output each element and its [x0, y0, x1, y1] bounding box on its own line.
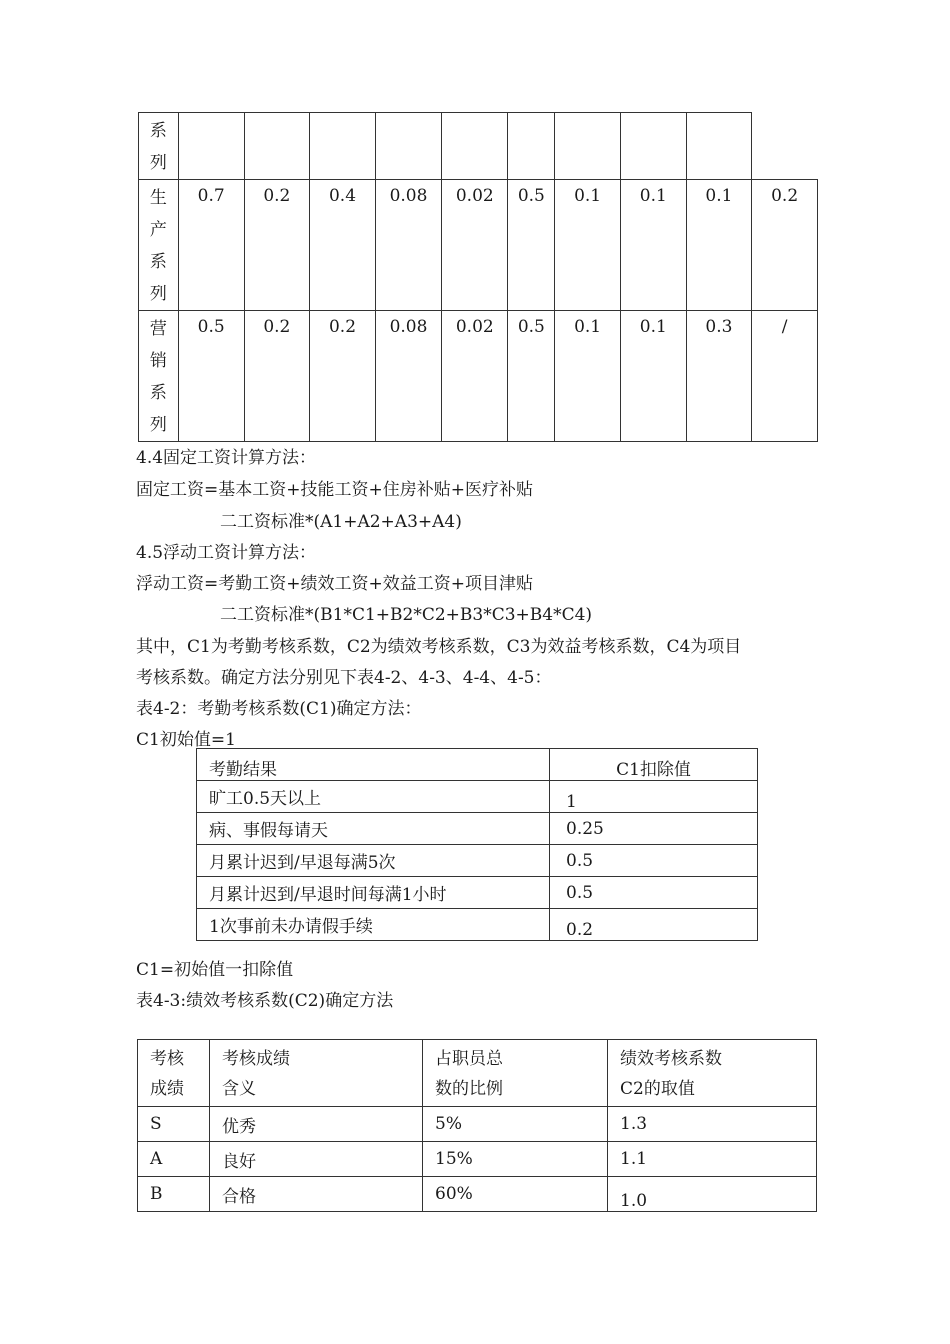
row-label: 生产系列	[139, 180, 179, 311]
performance-table	[137, 1039, 817, 1212]
c1-initial-value: C1初始值=1	[136, 730, 236, 750]
table-cell	[686, 113, 752, 180]
table-cell: 1.3	[608, 1107, 817, 1142]
table-cell: 0.2	[550, 909, 758, 941]
row-label: 系列	[139, 113, 179, 180]
table-row	[138, 1177, 817, 1212]
table-cell: 0.08	[375, 311, 441, 442]
column-header: 占职员总 数的比例	[423, 1040, 608, 1107]
table-row	[139, 311, 818, 442]
table-header-row	[138, 1040, 817, 1107]
table-cell: 月累计迟到/早退时间每满1小时	[197, 877, 550, 909]
table-4-3-title: 表4-3:绩效考核系数(C2)确定方法	[136, 991, 394, 1011]
table-cell: 1.0	[608, 1177, 817, 1212]
table-row	[197, 909, 758, 941]
column-header: 考核成绩 含义	[210, 1040, 423, 1107]
table-cell: 0.1	[555, 311, 621, 442]
column-header: 考勤结果	[197, 749, 550, 781]
table-header-row	[197, 749, 758, 781]
row-label: 营销系列	[139, 311, 179, 442]
table-cell: 良好	[210, 1142, 423, 1177]
paragraph-line: 考核系数。确定方法分别见下表4-2、4-3、4-4、4-5：	[136, 668, 552, 688]
table-row	[138, 1142, 817, 1177]
table-cell: 1	[550, 781, 758, 813]
column-header: 绩效考核系数 C2的取值	[608, 1040, 817, 1107]
table-cell: 15%	[423, 1142, 608, 1177]
table-cell	[310, 113, 376, 180]
table-cell: 0.5	[550, 845, 758, 877]
table-cell: 0.5	[508, 180, 555, 311]
table-cell: 0.2	[752, 180, 818, 311]
table-cell: /	[752, 311, 818, 442]
table-cell: 0.1	[620, 180, 686, 311]
table-cell: 0.1	[555, 180, 621, 311]
table-row	[138, 1107, 817, 1142]
table-4-2-title: 表4-2：考勤考核系数(C1)确定方法：	[136, 699, 422, 719]
table-cell	[620, 113, 686, 180]
table-cell: 优秀	[210, 1107, 423, 1142]
table-cell: 0.3	[686, 311, 752, 442]
table-cell: 0.5	[178, 311, 244, 442]
table-cell: 0.02	[442, 311, 508, 442]
column-header: 考核 成绩	[138, 1040, 210, 1107]
column-header: C1扣除值	[550, 749, 758, 781]
c1-formula: C1=初始值一扣除值	[136, 960, 294, 980]
table-cell: A	[138, 1142, 210, 1177]
table-cell: 合格	[210, 1177, 423, 1212]
fixed-wage-formula: 固定工资=基本工资+技能工资+住房补贴+医疗补贴	[136, 480, 533, 500]
table-cell: 月累计迟到/早退每满5次	[197, 845, 550, 877]
coefficient-table	[138, 112, 818, 442]
table-cell	[178, 113, 244, 180]
table-cell: 1.1	[608, 1142, 817, 1177]
table-cell: 0.2	[244, 180, 310, 311]
paragraph-line: 其中，C1为考勤考核系数，C2为绩效考核系数，C3为效益考核系数，C4为项目	[136, 637, 742, 657]
table-cell: 旷工0.5天以上	[197, 781, 550, 813]
table-cell: S	[138, 1107, 210, 1142]
float-wage-formula-2: 二工资标准*(B1*C1+B2*C2+B3*C3+B4*C4)	[220, 605, 593, 625]
table-cell: 0.7	[178, 180, 244, 311]
table-cell: 1次事前未办请假手续	[197, 909, 550, 941]
table-cell: 5%	[423, 1107, 608, 1142]
table-cell: 0.4	[310, 180, 376, 311]
table-row	[197, 845, 758, 877]
table-cell: 0.5	[508, 311, 555, 442]
table-row	[139, 113, 818, 180]
table-cell: 0.5	[550, 877, 758, 909]
table-cell: 0.1	[620, 311, 686, 442]
table-cell	[508, 113, 555, 180]
table-cell: 0.1	[686, 180, 752, 311]
table-row	[139, 180, 818, 311]
table-cell: 0.2	[244, 311, 310, 442]
section-4-4-title: 4.4固定工资计算方法：	[136, 448, 317, 468]
table-cell: 病、事假每请天	[197, 813, 550, 845]
table-cell	[244, 113, 310, 180]
table-cell	[442, 113, 508, 180]
table-cell	[375, 113, 441, 180]
table-cell: 0.08	[375, 180, 441, 311]
fixed-wage-formula-2: 二工资标准*(A1+A2+A3+A4)	[220, 512, 462, 532]
table-row	[197, 877, 758, 909]
table-cell: B	[138, 1177, 210, 1212]
table-row	[197, 781, 758, 813]
table-cell: 0.25	[550, 813, 758, 845]
table-cell	[555, 113, 621, 180]
table-row	[197, 813, 758, 845]
section-4-5-title: 4.5浮动工资计算方法：	[136, 543, 317, 563]
float-wage-formula: 浮动工资=考勤工资+绩效工资+效益工资+项目津贴	[136, 574, 533, 594]
table-cell: 60%	[423, 1177, 608, 1212]
table-cell: 0.2	[310, 311, 376, 442]
table-cell: 0.02	[442, 180, 508, 311]
attendance-table	[196, 748, 758, 941]
